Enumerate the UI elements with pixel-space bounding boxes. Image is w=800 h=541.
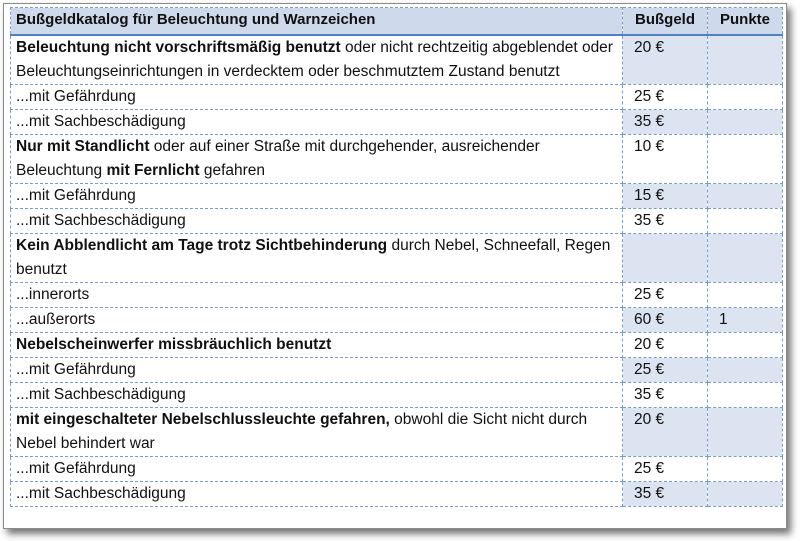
row-fine: 15 €: [623, 184, 708, 209]
header-row: [11, 8, 783, 36]
table-row: [11, 184, 783, 209]
row-points: [708, 333, 783, 358]
table-row: [11, 408, 783, 457]
row-points: [708, 135, 783, 184]
row-fine: 35 €: [623, 482, 708, 507]
table-row: [11, 333, 783, 358]
row-description: [11, 457, 623, 482]
table-row: [11, 85, 783, 110]
row-description: [11, 85, 623, 110]
description-text: ...mit Sachbeschädigung: [16, 386, 186, 403]
document-frame: [3, 3, 787, 529]
table-row: [11, 234, 783, 283]
description-text: ...innerorts: [16, 286, 90, 303]
row-description: [11, 135, 623, 184]
row-fine: 25 €: [623, 283, 708, 308]
row-fine: 25 €: [623, 358, 708, 383]
row-description: [11, 184, 623, 209]
description-text: ...mit Sachbeschädigung: [16, 212, 186, 229]
row-description: [11, 283, 623, 308]
row-description: [11, 333, 623, 358]
description-bold-text: Kein Abblendlicht am Tage trotz Sichtbehinderung: [16, 237, 388, 254]
row-points: [708, 85, 783, 110]
row-points: [708, 184, 783, 209]
row-description: [11, 35, 623, 85]
row-fine: 20 €: [623, 408, 708, 457]
row-fine: 60 €: [623, 308, 708, 333]
description-text: ...mit Gefährdung: [16, 361, 136, 378]
description-bold-text: mit eingeschalteter Nebelschlussleuchte gefahren,: [16, 411, 390, 428]
row-description: [11, 308, 623, 333]
row-description: [11, 408, 623, 457]
row-fine: 35 €: [623, 209, 708, 234]
row-points: [708, 383, 783, 408]
description-text: ...mit Gefährdung: [16, 187, 136, 204]
description-text: ...außerorts: [16, 311, 96, 328]
table-row: [11, 35, 783, 85]
row-points: [708, 110, 783, 135]
row-points: [708, 35, 783, 85]
header-title: Bußgeldkatalog für Beleuchtung und Warnzeichen: [11, 8, 623, 36]
description-text: ...mit Gefährdung: [16, 88, 136, 105]
row-description: [11, 482, 623, 507]
table-row: [11, 482, 783, 507]
description-text: ...mit Sachbeschädigung: [16, 113, 186, 130]
row-description: [11, 383, 623, 408]
row-fine: 25 €: [623, 85, 708, 110]
row-fine: 20 €: [623, 333, 708, 358]
description-bold-text: Nebelscheinwerfer missbräuchlich benutzt: [16, 336, 332, 353]
row-description: [11, 358, 623, 383]
description-bold-text: mit Fernlicht: [106, 162, 200, 179]
fine-catalog-table: [10, 7, 783, 507]
table-row: [11, 135, 783, 184]
description-text: oder auf einer Straße mit durchgehender, ausreichender Beleuchtung: [16, 138, 540, 179]
row-fine: 20 €: [623, 35, 708, 85]
row-points: [708, 234, 783, 283]
description-text: durch Nebel, Schneefall, Regen benutzt: [16, 237, 611, 278]
description-text: ...mit Gefährdung: [16, 460, 136, 477]
row-fine: 10 €: [623, 135, 708, 184]
row-points: [708, 209, 783, 234]
description-text: oder nicht rechtzeitig abgeblendet oder Beleuchtungseinrichtungen in verdecktem oder beschmutztem Zustand benutzt: [16, 39, 613, 80]
row-fine: 25 €: [623, 457, 708, 482]
row-points: [708, 457, 783, 482]
table-row: [11, 308, 783, 333]
row-fine: 35 €: [623, 383, 708, 408]
description-bold-text: Beleuchtung nicht vorschriftsmäßig benutzt: [16, 39, 341, 56]
row-description: [11, 209, 623, 234]
row-points: [708, 482, 783, 507]
table-row: [11, 457, 783, 482]
description-bold-text: Nur mit Standlicht: [16, 138, 150, 155]
header-fine: Bußgeld: [623, 8, 708, 36]
table-row: [11, 383, 783, 408]
header-points: Punkte: [708, 8, 783, 36]
table-row: [11, 283, 783, 308]
description-text: ...mit Sachbeschädigung: [16, 485, 186, 502]
table-row: [11, 209, 783, 234]
row-points: 1: [708, 308, 783, 333]
description-text: gefahren: [199, 162, 266, 179]
row-description: [11, 234, 623, 283]
row-description: [11, 110, 623, 135]
table-row: [11, 110, 783, 135]
row-fine: 35 €: [623, 110, 708, 135]
row-points: [708, 358, 783, 383]
row-fine: [623, 234, 708, 283]
description-text: obwohl die Sicht nicht durch Nebel behindert war: [16, 411, 588, 452]
table-row: [11, 358, 783, 383]
row-points: [708, 283, 783, 308]
table-body: [11, 35, 783, 507]
row-points: [708, 408, 783, 457]
